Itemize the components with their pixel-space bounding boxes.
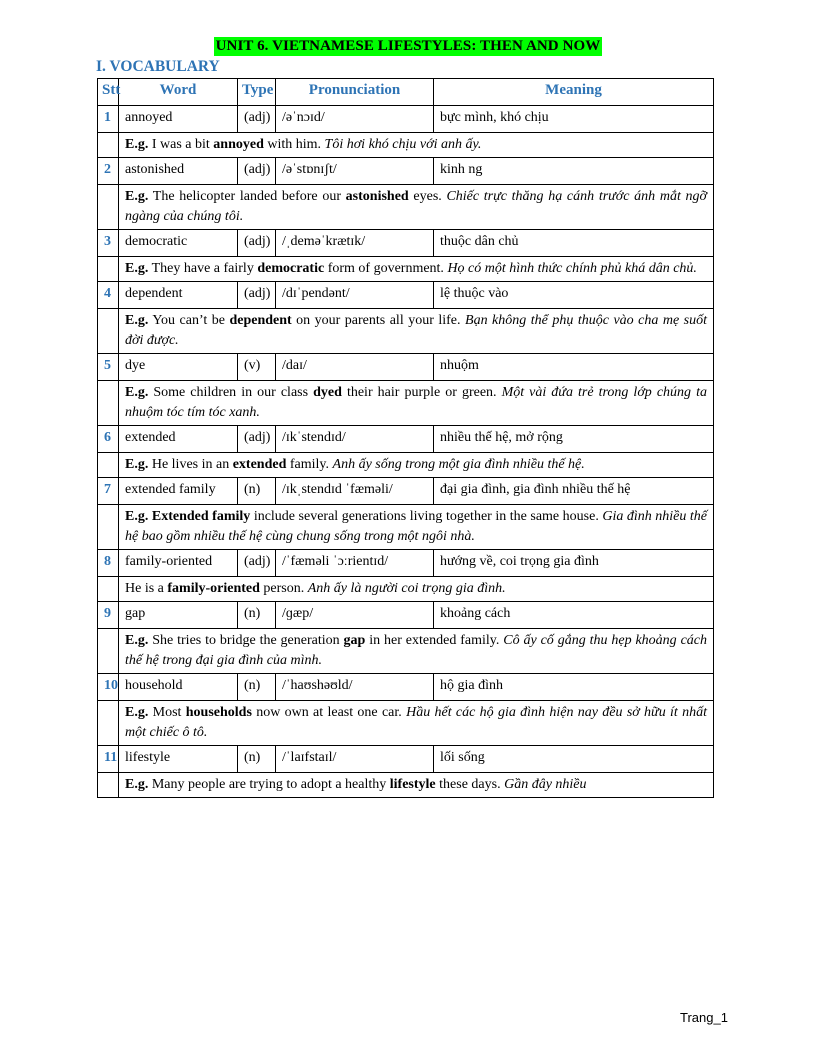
example-spacer [98, 133, 119, 158]
example-text-pre: She tries to bridge the generation [148, 633, 344, 648]
example-keyword: astonished [345, 189, 409, 204]
example-spacer [98, 309, 119, 354]
entry-word: family-oriented [119, 550, 238, 577]
example-sentence [119, 505, 714, 550]
example-sentence [119, 577, 714, 602]
entry-number: 5 [98, 354, 119, 381]
example-sentence [119, 257, 714, 282]
example-text-post: eyes. [408, 189, 447, 204]
example-keyword: gap [343, 633, 366, 648]
example-row [98, 309, 714, 354]
example-translation: Gần đây nhiều [504, 777, 587, 792]
example-row [98, 577, 714, 602]
example-row [98, 381, 714, 426]
example-text-post: family. [286, 457, 333, 472]
entry-number: 4 [98, 282, 119, 309]
title-wrapper [0, 37, 816, 56]
header-stt: Stt [98, 79, 119, 106]
example-spacer [98, 381, 119, 426]
example-translation: Gia đình nhiều thế hệ bao gồm nhiều thế hệ cùng chung sống trong một ngôi nhà. [125, 509, 708, 544]
example-eg-label: E.g. [125, 385, 149, 400]
entry-meaning: kinh ng [434, 158, 714, 185]
example-eg-label: E.g. [125, 457, 149, 472]
vocab-row [98, 354, 714, 381]
example-keyword: annoyed [213, 137, 264, 152]
entry-pronunciation: /ɪkˈstendɪd/ [276, 426, 434, 453]
example-text-pre: Some children in our class [148, 385, 314, 400]
entry-word: extended [119, 426, 238, 453]
example-sentence [119, 773, 714, 798]
entry-meaning: bực mình, khó chịu [434, 106, 714, 133]
example-spacer [98, 577, 119, 602]
example-keyword: family-oriented [167, 581, 260, 596]
example-text-pre: Many people are trying to adopt a healthy [148, 777, 390, 792]
example-spacer [98, 185, 119, 230]
example-eg-label: E.g. [125, 189, 149, 204]
table-header-row [98, 79, 714, 106]
vocab-row [98, 106, 714, 133]
example-row [98, 257, 714, 282]
example-sentence [119, 185, 714, 230]
vocab-row [98, 550, 714, 577]
header-type: Type [238, 79, 276, 106]
entry-pronunciation: /daɪ/ [276, 354, 434, 381]
entry-pronunciation: /ˌdeməˈkrætɪk/ [276, 230, 434, 257]
entry-pronunciation: /əˈnɔɪd/ [276, 106, 434, 133]
example-eg-label: E.g. [125, 261, 149, 276]
entry-meaning: hướng về, coi trọng gia đình [434, 550, 714, 577]
example-translation: Anh ấy là người coi trọng gia đình. [307, 581, 506, 596]
entry-meaning: nhuộm [434, 354, 714, 381]
example-translation: Hầu hết các hộ gia đình hiện nay đều sở hữu ít nhất một chiếc ô tô. [125, 705, 707, 740]
example-spacer [98, 505, 119, 550]
example-keyword: democratic [257, 261, 325, 276]
example-eg-label: E.g. [125, 509, 149, 524]
entry-word: dependent [119, 282, 238, 309]
entry-pronunciation: /dɪˈpendənt/ [276, 282, 434, 309]
example-text-pre: He is a [125, 581, 168, 596]
example-sentence [119, 309, 714, 354]
entry-pronunciation: /əˈstɒnɪʃt/ [276, 158, 434, 185]
vocab-row [98, 674, 714, 701]
example-text-post: these days. [435, 777, 505, 792]
vocab-row [98, 230, 714, 257]
entry-meaning: hộ gia đình [434, 674, 714, 701]
entry-type: (adj) [238, 230, 276, 257]
example-row [98, 453, 714, 478]
example-translation: Anh ấy sống trong một gia đình nhiều thế hệ. [332, 457, 585, 472]
entry-pronunciation: /ˈlaɪfstaɪl/ [276, 746, 434, 773]
example-spacer [98, 453, 119, 478]
example-text-post: in her extended family. [365, 633, 504, 648]
example-keyword: dyed [313, 385, 342, 400]
example-sentence [119, 133, 714, 158]
entry-pronunciation: /ˈfæməli ˈɔːrientɪd/ [276, 550, 434, 577]
example-translation: Chiếc trực thăng hạ cánh trước ánh mắt ngỡ ngàng của chúng tôi. [125, 189, 707, 224]
example-text-pre: He lives in an [148, 457, 233, 472]
vocab-row [98, 282, 714, 309]
entry-type: (n) [238, 746, 276, 773]
entry-number: 6 [98, 426, 119, 453]
entry-meaning: lối sống [434, 746, 714, 773]
example-spacer [98, 257, 119, 282]
example-text-pre: I was a bit [148, 137, 214, 152]
example-sentence [119, 453, 714, 478]
example-spacer [98, 773, 119, 798]
example-spacer [98, 629, 119, 674]
vocabulary-body [98, 106, 714, 798]
example-text-pre: Most [148, 705, 186, 720]
entry-meaning: đại gia đình, gia đình nhiều thế hệ [434, 478, 714, 505]
entry-pronunciation: /ɡæp/ [276, 602, 434, 629]
example-eg-label: E.g. [125, 633, 149, 648]
example-eg-label: E.g. [125, 705, 149, 720]
example-text-post: now own at least one car. [251, 705, 407, 720]
entry-type: (adj) [238, 550, 276, 577]
entry-word: extended family [119, 478, 238, 505]
vocab-row [98, 158, 714, 185]
example-text-pre: The helicopter landed before our [148, 189, 346, 204]
vocab-row [98, 602, 714, 629]
vocab-row [98, 478, 714, 505]
entry-word: democratic [119, 230, 238, 257]
entry-number: 7 [98, 478, 119, 505]
page-footer: Trang_1 [680, 1010, 728, 1025]
example-sentence [119, 381, 714, 426]
entry-word: household [119, 674, 238, 701]
entry-meaning: thuộc dân chủ [434, 230, 714, 257]
example-row [98, 629, 714, 674]
entry-number: 3 [98, 230, 119, 257]
example-eg-label: E.g. [125, 313, 149, 328]
entry-number: 10 [98, 674, 119, 701]
unit-title: UNIT 6. VIETNAMESE LIFESTYLES: THEN AND NOW [215, 38, 601, 54]
example-keyword: extended [232, 457, 287, 472]
entry-type: (n) [238, 674, 276, 701]
entry-type: (n) [238, 478, 276, 505]
example-row [98, 133, 714, 158]
entry-word: astonished [119, 158, 238, 185]
entry-word: gap [119, 602, 238, 629]
example-translation: Bạn không thể phụ thuộc vào cha mẹ suốt đời được. [125, 313, 707, 348]
entry-number: 8 [98, 550, 119, 577]
example-row [98, 505, 714, 550]
example-eg-label: E.g. [125, 777, 149, 792]
entry-number: 2 [98, 158, 119, 185]
entry-type: (adj) [238, 158, 276, 185]
example-text-pre: You can’t be [148, 313, 230, 328]
vocab-row [98, 426, 714, 453]
example-eg-label: E.g. [125, 137, 149, 152]
example-text-post: form of government. [324, 261, 448, 276]
entry-number: 1 [98, 106, 119, 133]
header-word: Word [119, 79, 238, 106]
entry-type: (adj) [238, 106, 276, 133]
example-keyword: Extended family [151, 509, 251, 524]
header-meaning: Meaning [434, 79, 714, 106]
vocabulary-table [97, 78, 714, 798]
entry-word: lifestyle [119, 746, 238, 773]
example-sentence [119, 701, 714, 746]
entry-type: (v) [238, 354, 276, 381]
example-text-post: with him. [263, 137, 325, 152]
entry-type: (n) [238, 602, 276, 629]
example-text-post: person. [259, 581, 308, 596]
entry-meaning: khoảng cách [434, 602, 714, 629]
example-text-pre: They have a fairly [148, 261, 258, 276]
entry-word: annoyed [119, 106, 238, 133]
entry-meaning: lệ thuộc vào [434, 282, 714, 309]
example-sentence [119, 629, 714, 674]
section-heading: I. VOCABULARY [96, 58, 220, 75]
example-text-post: on your parents all your life. [291, 313, 466, 328]
example-translation: Cô ấy cố gắng thu hẹp khoảng cách thế hệ trong đại gia đình của mình. [125, 633, 708, 668]
example-row [98, 185, 714, 230]
vocab-row [98, 746, 714, 773]
header-pronunciation: Pronunciation [276, 79, 434, 106]
entry-word: dye [119, 354, 238, 381]
entry-meaning: nhiều thế hệ, mở rộng [434, 426, 714, 453]
example-translation: Họ có một hình thức chính phủ khá dân chủ. [447, 261, 697, 276]
example-keyword: lifestyle [389, 777, 436, 792]
entry-number: 11 [98, 746, 119, 773]
example-text-post: include several generations living together in the same house. [250, 509, 603, 524]
example-translation: Một vài đứa trẻ trong lớp chúng ta nhuộm tóc tím tóc xanh. [125, 385, 707, 420]
example-text-post: their hair purple or green. [341, 385, 502, 400]
entry-pronunciation: /ɪkˌstendɪd ˈfæməli/ [276, 478, 434, 505]
example-keyword: dependent [229, 313, 292, 328]
example-row [98, 701, 714, 746]
entry-type: (adj) [238, 282, 276, 309]
example-translation: Tôi hơi khó chịu với anh ấy. [324, 137, 482, 152]
entry-number: 9 [98, 602, 119, 629]
entry-pronunciation: /ˈhaʊshəʊld/ [276, 674, 434, 701]
example-spacer [98, 701, 119, 746]
entry-type: (adj) [238, 426, 276, 453]
example-keyword: households [185, 705, 252, 720]
example-row [98, 773, 714, 798]
